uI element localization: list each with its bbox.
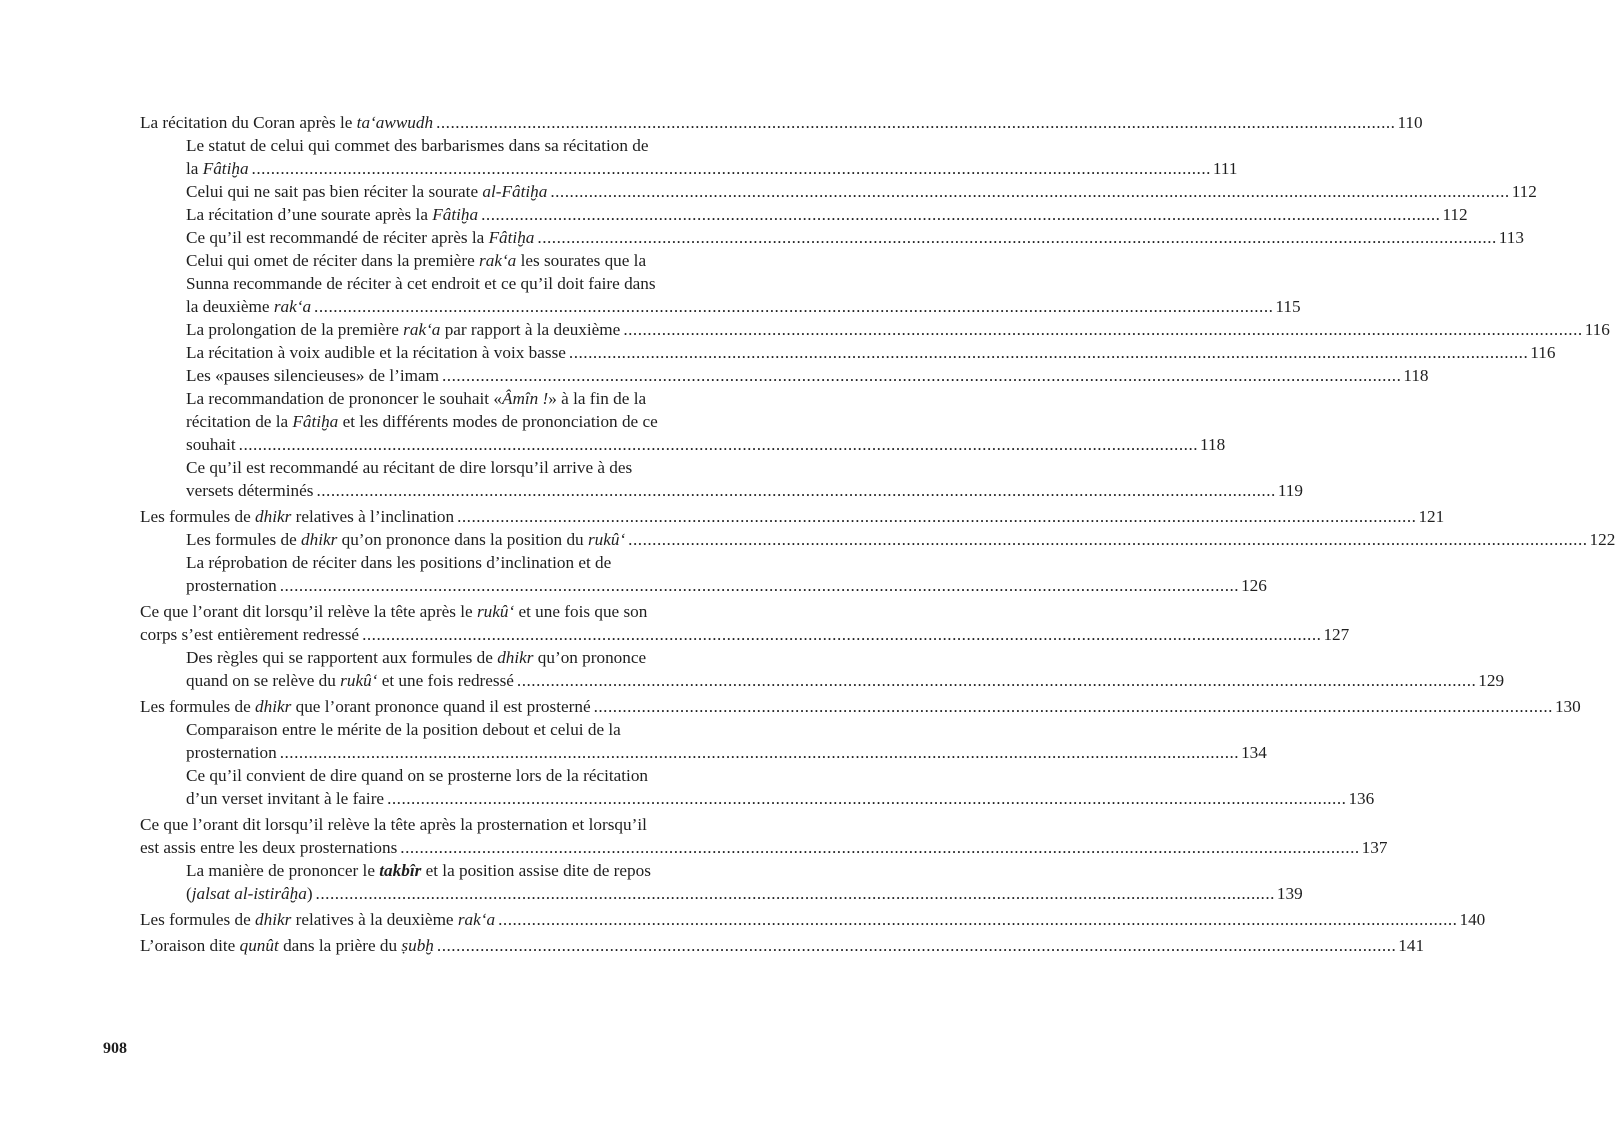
entry-title: [140, 934, 434, 957]
entry-page-number: 111: [1212, 159, 1238, 178]
entry-line: [186, 528, 1615, 551]
entry-line: [186, 718, 730, 741]
entry-line: [186, 410, 730, 433]
dot-leader: ........................................................................................................................................................................................................: [481, 205, 1441, 224]
dot-leader: ........................................................................................................................................................................................................: [400, 838, 1360, 857]
entry-title: [186, 787, 384, 810]
entry-text: Celui qui ne sait pas bien réciter la sourate: [186, 182, 483, 201]
dot-leader: ........................................................................................................................................................................................................: [537, 228, 1497, 247]
entry-text: prosternation: [186, 743, 277, 762]
table-of-contents: [140, 111, 1615, 957]
entry-text: ): [306, 884, 313, 903]
entry-page-number: 126: [1241, 576, 1267, 595]
entry-text: Ce qu’il convient de dire quand on se prosterne lors de la récitation: [186, 766, 649, 785]
entry-text: La prolongation de la première: [186, 320, 404, 339]
entry-page-number: 115: [1275, 297, 1301, 316]
toc-entry: [140, 600, 1350, 646]
emphasized-term: Âmîn !: [501, 389, 549, 408]
entry-line: [186, 456, 730, 479]
entry-text: L’oraison dite: [140, 936, 240, 955]
emphasized-term: takbîr: [379, 861, 422, 880]
entry-line: [186, 646, 730, 669]
entry-line: [186, 318, 1610, 341]
entry-title: [186, 157, 249, 180]
entry-title: [186, 433, 236, 456]
emphasized-term: rukû‘: [587, 530, 626, 549]
entry-line: [186, 574, 1267, 597]
emphasized-term: dhikr: [301, 530, 338, 549]
entry-page-number: 129: [1478, 671, 1505, 690]
entry-text: versets déterminés: [186, 481, 314, 500]
entry-line: [140, 836, 1388, 859]
entry-line: [186, 180, 1537, 203]
entry-title: [140, 111, 433, 134]
entry-text: la: [186, 159, 203, 178]
entry-text: Sunna recommande de réciter à cet endroit et ce qu’il doit faire dans: [186, 274, 656, 293]
entry-line: [186, 551, 730, 574]
entry-page-number: 121: [1418, 507, 1445, 526]
entry-title: [140, 623, 359, 646]
dot-leader: ........................................................................................................................................................................................................: [279, 576, 1240, 595]
entry-title: [186, 574, 277, 597]
entry-line: [186, 203, 1468, 226]
entry-line: [186, 387, 730, 410]
dot-leader: ........................................................................................................................................................................................................: [279, 743, 1240, 762]
entry-page-number: 122: [1589, 530, 1615, 549]
page-number: 908: [103, 1040, 127, 1057]
entry-title: [186, 882, 313, 905]
entry-text: Celui qui omet de réciter dans la première: [186, 251, 480, 270]
entry-title: [186, 528, 625, 551]
entry-text: et une fois redressé: [377, 671, 514, 690]
entry-page-number: 110: [1397, 113, 1423, 132]
entry-text: Les formules de: [140, 697, 256, 716]
toc-subentry: [140, 134, 1238, 180]
dot-leader: ........................................................................................................................................................................................................: [314, 297, 1274, 316]
entry-line: [186, 787, 1375, 810]
entry-line: [186, 295, 1301, 318]
entry-text: récitation de la: [186, 412, 293, 431]
emphasized-term: Fâtiḫa: [488, 228, 535, 247]
entry-text: quand on se relève du: [186, 671, 341, 690]
toc-subentry: [140, 718, 1267, 764]
dot-leader: ........................................................................................................................................................................................................: [457, 507, 1417, 526]
entry-line: [186, 741, 1267, 764]
entry-title: [140, 505, 454, 528]
entry-line: [140, 813, 730, 836]
emphasized-term: rak‘a: [479, 251, 517, 270]
entry-text: La récitation du Coran après le: [140, 113, 357, 132]
entry-text: et la position assise dite de repos: [421, 861, 651, 880]
dot-leader: ........................................................................................................................................................................................................: [315, 884, 1275, 903]
dot-leader: ........................................................................................................................................................................................................: [238, 435, 1199, 454]
dot-leader: ........................................................................................................................................................................................................: [436, 113, 1396, 132]
entry-text: les sourates que la: [516, 251, 647, 270]
entry-line: [186, 859, 730, 882]
entry-line: [140, 111, 1423, 134]
entry-title: [186, 295, 311, 318]
toc-subentry: [140, 203, 1468, 226]
entry-text: d’un verset invitant à le faire: [186, 789, 385, 808]
entry-page-number: 116: [1530, 343, 1556, 362]
entry-text: prosternation: [186, 576, 277, 595]
entry-text: relatives à l’inclination: [291, 507, 455, 526]
entry-title: [186, 669, 514, 692]
entry-line: [186, 134, 730, 157]
entry-line: [186, 882, 1303, 905]
toc-subentry: [140, 646, 1505, 692]
entry-text: Les formules de: [140, 910, 256, 929]
entry-page-number: 112: [1442, 205, 1468, 224]
entry-text: qu’on prononce dans la position du: [337, 530, 588, 549]
dot-leader: ........................................................................................................................................................................................................: [568, 343, 1529, 362]
emphasized-term: rukû‘: [476, 602, 515, 621]
dot-leader: ........................................................................................................................................................................................................: [516, 671, 1477, 690]
toc-entry: [140, 813, 1388, 859]
emphasized-term: dhikr: [255, 697, 292, 716]
entry-line: [186, 479, 1303, 502]
emphasized-term: jalsat al-istirâḫa: [191, 884, 307, 903]
entry-page-number: 118: [1403, 366, 1429, 385]
entry-text: Ce qu’il est recommandé au récitant de dire lorsqu’il arrive à des: [186, 458, 633, 477]
toc-subentry: [140, 364, 1429, 387]
entry-title: [186, 318, 620, 341]
toc-subentry: [140, 859, 1303, 905]
entry-text: et les différents modes de prononciation de ce: [338, 412, 658, 431]
entry-page-number: 140: [1459, 910, 1486, 929]
emphasized-term: ṣubḫ: [401, 936, 434, 955]
entry-page-number: 139: [1276, 884, 1303, 903]
toc-subentry: [140, 318, 1610, 341]
dot-leader: ........................................................................................................................................................................................................: [623, 320, 1583, 339]
entry-text: par rapport à la deuxième: [440, 320, 621, 339]
entry-line: [186, 364, 1429, 387]
toc-subentry: [140, 226, 1524, 249]
emphasized-term: Fâtiḫa: [202, 159, 249, 178]
emphasized-term: ta‘awwudh: [356, 113, 434, 132]
toc-entry: [140, 908, 1486, 931]
emphasized-term: Fâtiḫa: [292, 412, 339, 431]
entry-page-number: 118: [1200, 435, 1226, 454]
dot-leader: ........................................................................................................................................................................................................: [593, 697, 1553, 716]
entry-text: Ce qu’il est recommandé de réciter après la: [186, 228, 489, 247]
emphasized-term: rak‘a: [273, 297, 312, 316]
emphasized-term: al-Fâtiḫa: [482, 182, 548, 201]
entry-text: corps s’est entièrement redressé: [140, 625, 360, 644]
entry-text: souhait: [186, 435, 236, 454]
entry-page-number: 119: [1277, 481, 1303, 500]
entry-text: Le statut de celui qui commet des barbarismes dans sa récitation de: [186, 136, 649, 155]
toc-entry: [140, 934, 1425, 957]
entry-line: [140, 934, 1425, 957]
entry-text: Les formules de: [186, 530, 302, 549]
dot-leader: ........................................................................................................................................................................................................: [441, 366, 1402, 385]
dot-leader: ........................................................................................................................................................................................................: [251, 159, 1211, 178]
entry-line: [140, 600, 730, 623]
entry-page-number: 134: [1241, 743, 1267, 762]
entry-title: [140, 908, 495, 931]
entry-line: [186, 764, 730, 787]
toc-subentry: [140, 341, 1556, 364]
entry-title: [140, 836, 397, 859]
toc-subentry: [140, 387, 1226, 456]
entry-title: [186, 203, 478, 226]
entry-text: La récitation d’une sourate après la: [186, 205, 433, 224]
entry-text: » à la fin de la: [548, 389, 647, 408]
entry-title: [186, 180, 547, 203]
entry-line: [186, 157, 1238, 180]
entry-text: La recommandation de prononcer le souhait «: [186, 389, 502, 408]
entry-title: [186, 364, 439, 387]
entry-text: Les «pauses silencieuses» de l’imam: [186, 366, 439, 385]
emphasized-term: rak‘a: [457, 910, 496, 929]
entry-text: La réprobation de réciter dans les positions d’inclination et de: [186, 553, 612, 572]
entry-text: Ce que l’orant dit lorsqu’il relève la tête après le: [140, 602, 477, 621]
entry-line: [186, 341, 1556, 364]
dot-leader: ........................................................................................................................................................................................................: [362, 625, 1322, 644]
entry-page-number: 137: [1361, 838, 1388, 857]
dot-leader: ........................................................................................................................................................................................................: [436, 936, 1397, 955]
dot-leader: ........................................................................................................................................................................................................: [550, 182, 1510, 201]
entry-page-number: 116: [1584, 320, 1610, 339]
entry-page-number: 127: [1323, 625, 1350, 644]
entry-line: [140, 623, 1350, 646]
entry-title: [140, 695, 591, 718]
entry-text: Les formules de: [140, 507, 256, 526]
entry-text: et une fois que son: [514, 602, 648, 621]
entry-page-number: 113: [1498, 228, 1524, 247]
entry-line: [140, 908, 1486, 931]
entry-line: [186, 272, 730, 295]
entry-title: [186, 479, 313, 502]
entry-text: Comparaison entre le mérite de la position debout et celui de la: [186, 720, 621, 739]
entry-page-number: 112: [1511, 182, 1537, 201]
entry-line: [186, 669, 1505, 692]
toc-entry: [140, 695, 1581, 718]
dot-leader: ........................................................................................................................................................................................................: [498, 910, 1458, 929]
toc-entry: [140, 505, 1445, 528]
toc-subentry: [140, 180, 1537, 203]
entry-title: [186, 741, 277, 764]
toc-entry: [140, 111, 1423, 134]
emphasized-term: dhikr: [497, 648, 534, 667]
entry-text: dans la prière du: [278, 936, 402, 955]
entry-text: La récitation à voix audible et la récitation à voix basse: [186, 343, 566, 362]
emphasized-term: dhikr: [255, 507, 292, 526]
entry-line: [186, 249, 730, 272]
toc-subentry: [140, 764, 1375, 810]
entry-text: (: [186, 884, 192, 903]
entry-text: relatives à la deuxième: [291, 910, 458, 929]
dot-leader: ........................................................................................................................................................................................................: [628, 530, 1588, 549]
emphasized-term: Fâtiḫa: [432, 205, 479, 224]
entry-line: [140, 695, 1581, 718]
entry-text: la deuxième: [186, 297, 274, 316]
emphasized-term: dhikr: [255, 910, 292, 929]
toc-subentry: [140, 456, 1303, 502]
toc-subentry: [140, 528, 1615, 551]
entry-title: [186, 341, 566, 364]
entry-page-number: 136: [1348, 789, 1375, 808]
entry-line: [186, 226, 1524, 249]
entry-text: Des règles qui se rapportent aux formules de: [186, 648, 498, 667]
toc-subentry: [140, 551, 1267, 597]
emphasized-term: rukû‘: [340, 671, 378, 690]
entry-page-number: 130: [1554, 697, 1581, 716]
toc-subentry: [140, 249, 1301, 318]
entry-text: qu’on prononce: [533, 648, 647, 667]
emphasized-term: qunût: [239, 936, 279, 955]
entry-text: La manière de prononcer le: [186, 861, 380, 880]
emphasized-term: rak‘a: [403, 320, 441, 339]
entry-title: [186, 226, 534, 249]
entry-text: que l’orant prononce quand il est prosterné: [291, 697, 591, 716]
dot-leader: ........................................................................................................................................................................................................: [316, 481, 1276, 500]
dot-leader: ........................................................................................................................................................................................................: [387, 789, 1347, 808]
entry-line: [186, 433, 1226, 456]
entry-line: [140, 505, 1445, 528]
entry-page-number: 141: [1398, 936, 1425, 955]
entry-text: Ce que l’orant dit lorsqu’il relève la tête après la prosternation et lorsqu’il: [140, 815, 647, 834]
entry-text: est assis entre les deux prosternations: [140, 838, 398, 857]
